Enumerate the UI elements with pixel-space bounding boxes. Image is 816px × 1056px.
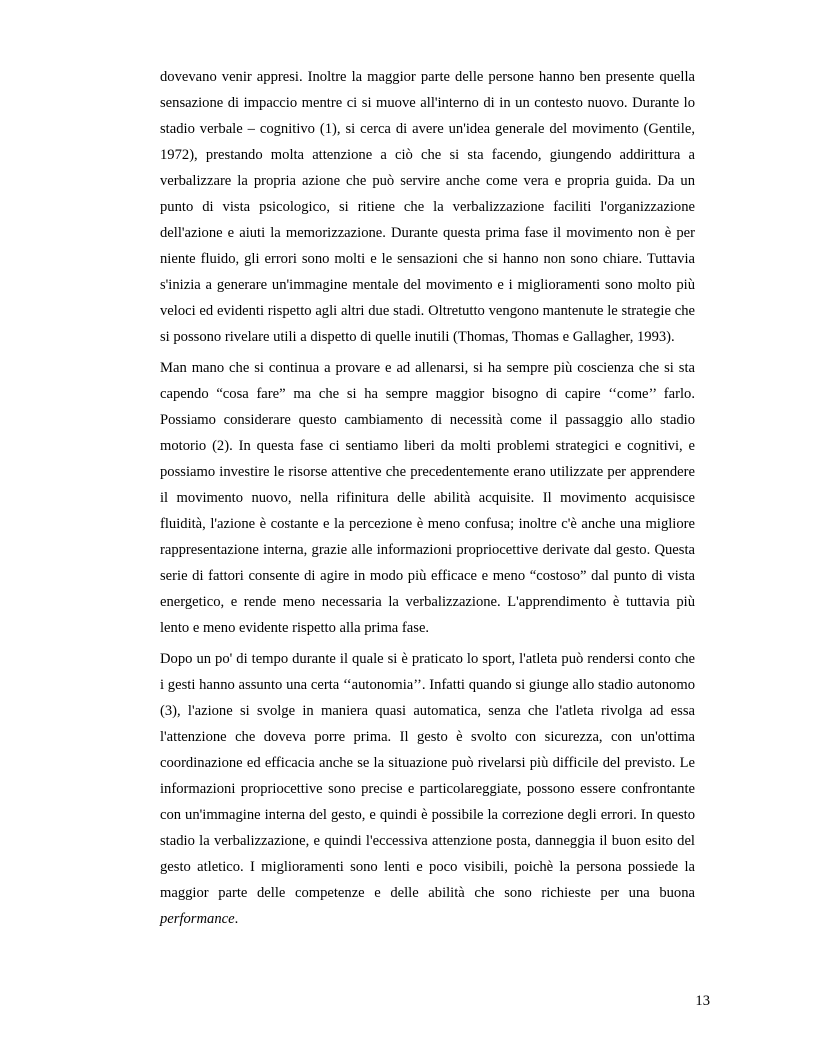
paragraph-3-end: . (234, 911, 239, 927)
paragraph-1: dovevano venir appresi. Inoltre la maggior parte delle persone hanno ben presente quella sensazione di impaccio mentre ci si muove all'interno di in un contesto nuovo. Durante lo stadio verbale – cognitivo (1), si cerca di avere un'idea generale del movimento (Gentile, 1972), prestando molta attenzione a ciò che si sta facendo, giungendo addirittura a verbalizzare la propria azione che può servire anche come vera e propria guida. Da un punto di vista psicologico, si ritiene che la verbalizzazione faciliti l'organizzazione dell'azione e aiuti la memorizzazione. Durante questa prima fase il movimento non è per niente fluido, gli errori sono molti e le sensazioni che si hanno non sono chiare. Tuttavia s'inizia a generare un'immagine mentale del movimento e i miglioramenti sono molto più veloci ed evidenti rispetto agli altri due stadi. Oltretutto vengono mantenute le strategie che si possono rivelare utili a dispetto di quelle inutili (Thomas, Thomas e Gallagher, 1993). (160, 69, 695, 345)
paragraph-3-italic-word: performance (160, 911, 235, 927)
page-number: 13 (695, 993, 710, 1009)
page-body (160, 64, 695, 937)
paragraph-3-text: Dopo un po' di tempo durante il quale si è praticato lo sport, l'atleta può rendersi conto che i gesti hanno assunto una certa ‘‘autonomia’’. Infatti quando si giunge allo stadio autonomo (3), l'azione si svolge in maniera quasi automatica, senza che l'atleta rivolga ad essa l'attenzione che doveva porre prima. Il gesto è svolto con sicurezza, con un'ottima coordinazione ed efficacia anche se la situazione può rivelarsi più difficile del previsto. Le informazioni propriocettive sono precise e particolareggiate, possono essere confrontante con un'immagine interna del gesto, e quindi è possibile la correzione degli errori. In questo stadio la verbalizzazione, e quindi l'eccessiva attenzione posta, danneggia il buon esito del gesto atletico. I miglioramenti sono lenti e poco visibili, poichè la persona possiede la maggior parte delle competenze e delle abilità che sono richieste per una buona (160, 651, 695, 901)
paragraph-2: Man mano che si continua a provare e ad allenarsi, si ha sempre più coscienza che si sta capendo “cosa fare” ma che si ha sempre maggior bisogno di capire ‘‘come’’ farlo. Possiamo considerare questo cambiamento di necessità come il passaggio allo stadio motorio (2). In questa fase ci sentiamo liberi da molti problemi strategici e cognitivi, e possiamo investire le risorse attentive che precedentemente erano utilizzate per apprendere il movimento nuovo, nella rifinitura delle abilità acquisite. Il movimento acquisisce fluidità, l'azione è costante e la percezione è meno confusa; inoltre c'è anche una migliore rappresentazione interna, grazie alle informazioni propriocettive derivate dal gesto. Questa serie di fattori consente di agire in modo più efficace e meno “costoso” dal punto di vista energetico, e rende meno necessaria la verbalizzazione. L'apprendimento è tuttavia più lento e meno evidente rispetto alla prima fase. (160, 360, 695, 636)
paragraph-3 (160, 646, 695, 932)
